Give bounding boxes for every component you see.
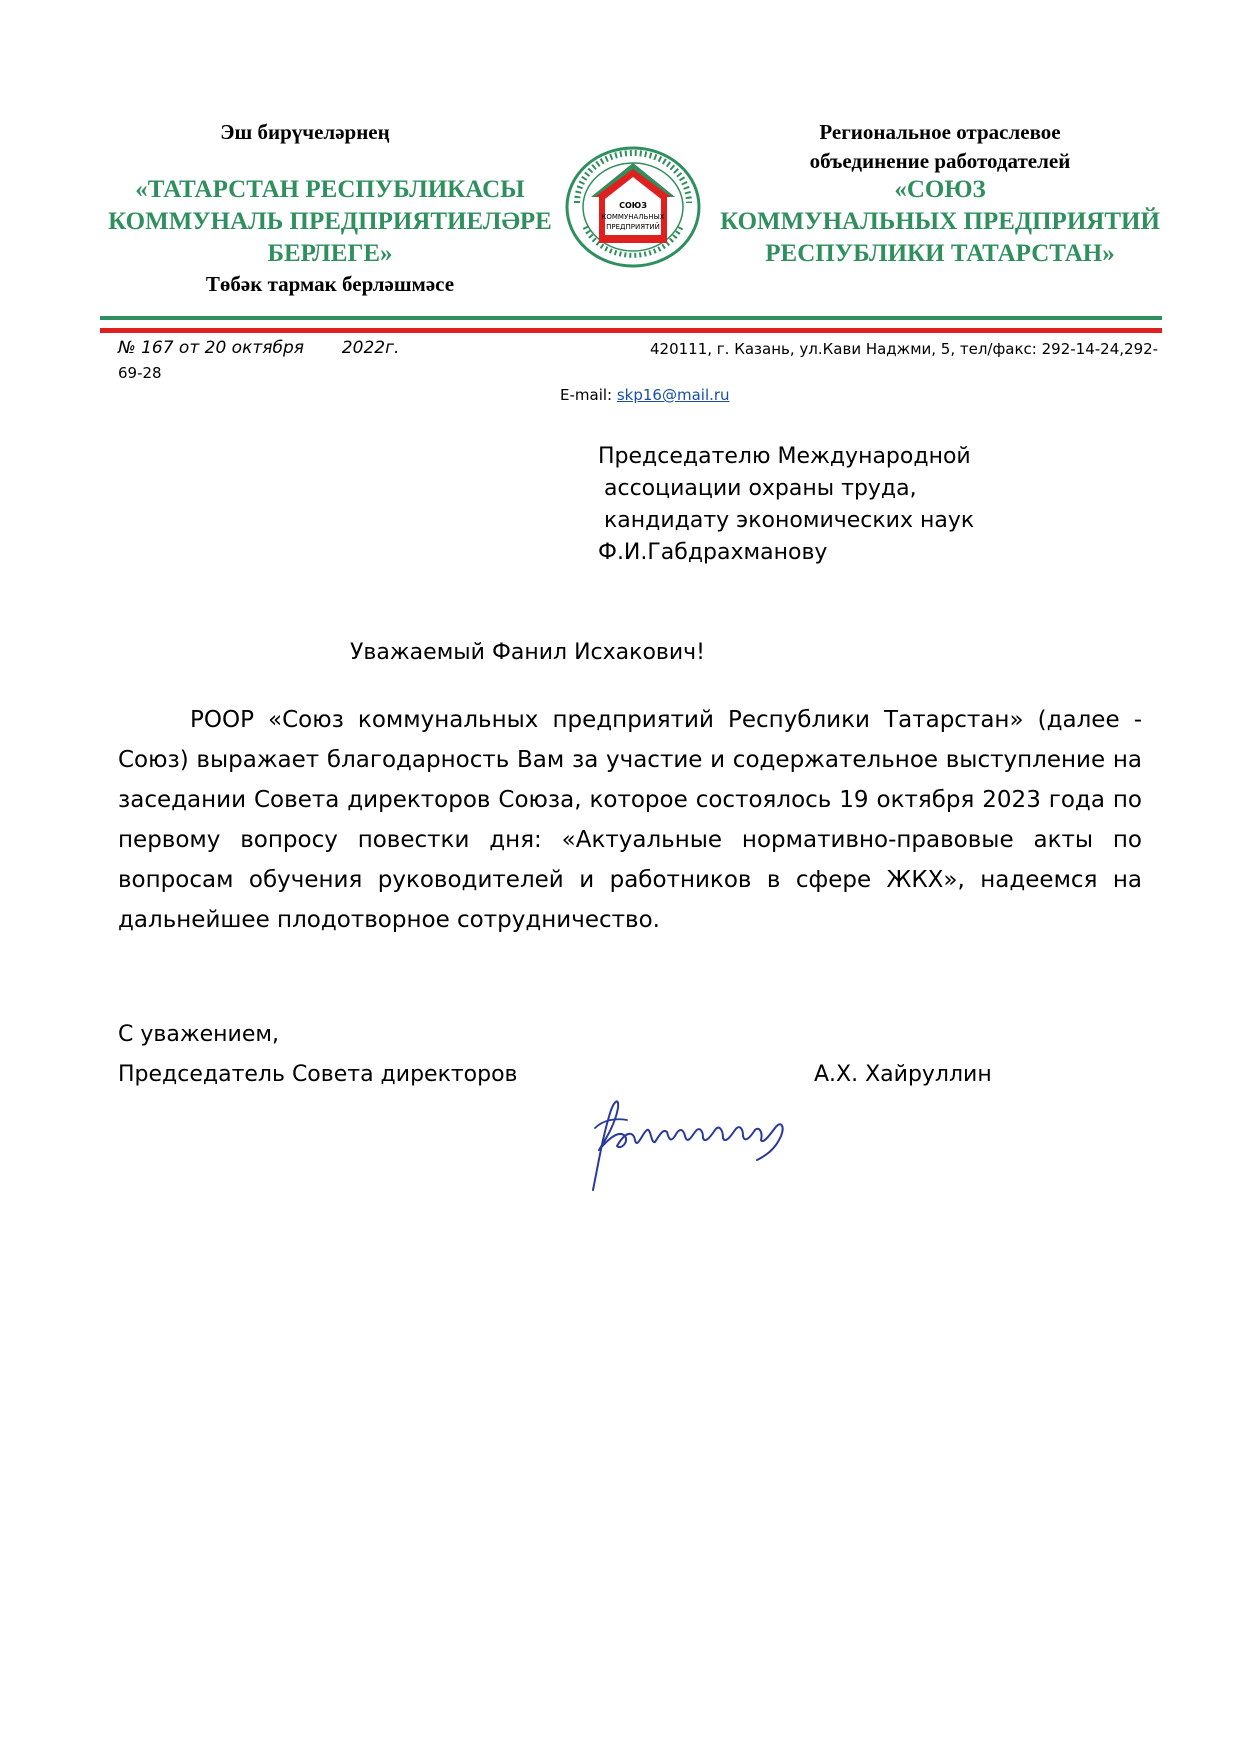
header-right-top-lines [730,120,1150,174]
header-right-org-line: КОММУНАЛЬНЫХ ПРЕДПРИЯТИЙ [720,208,1160,235]
recipient-line: Председателю Международной [598,444,971,469]
letter-reference-number: № 167 от 20 октября 2022г. [118,338,400,358]
header-left-org-name [100,174,560,270]
letter-body [118,700,1142,940]
recipient-line: кандидату экономических наук [604,508,975,533]
salutation: Уважаемый Фанил Исхакович! [350,640,705,665]
header-left-org-line: БЕРЛЕГЕ» [267,240,393,267]
email-label: E-mail: [560,386,617,404]
header-white-gap [100,323,1162,325]
sender-address-continued: 69-28 [118,364,162,382]
email-link[interactable]: skp16@mail.ru [616,386,730,404]
letter-body-text: РООР «Союз коммунальных предприятий Республики Татарстан» (далее - Союз) выражает благодарность Вам за участие и содержательное выступление на заседании Совета директоров Союза, которое состоялось 19 октября 2023 года по первому вопросу повестки дня: «Актуальные нормативно-правовые акты по вопросам обучения руководителей и работников в сфере ЖКХ», надеемся на дальнейшее плодотворное сотрудничество. [118,707,1142,933]
signatory-name: А.Х. Хайруллин [814,1062,992,1087]
header-left-org-line: «ТАТАРСТАН РЕСПУБЛИКАСЫ [135,176,525,203]
signatory-position: Председатель Совета директоров [118,1062,518,1087]
handwritten-signature [585,1080,795,1200]
sender-address: 420111, г. Казань, ул.Кави Наджми, 5, тел/факс: 292-14-24,292- [650,340,1159,358]
sender-email [560,386,730,404]
header-left-bottom-line: Төбәк тармак берләшмәсе [205,272,455,296]
seal-text-line: ПРЕДПРИЯТИЙ [606,223,660,231]
recipient-line: Ф.И.Габдрахманову [598,540,828,565]
header-green-rule [100,316,1162,320]
header-right-top-line: объединение работодателей [809,149,1071,173]
closing-regards: С уважением, [118,1022,279,1047]
header-right-org-name [700,174,1180,270]
header-left-org-line: КОММУНАЛЬ ПРЕДПРИЯТИЕЛӘРЕ [108,208,552,235]
header-right-org-line: РЕСПУБЛИКИ ТАТАРСТАН» [765,240,1115,267]
header-left-top-line: Эш бирүчеләрнең [220,120,390,144]
seal-text-line: СОЮЗ [619,201,647,210]
header-right-org-line: «СОЮЗ [894,176,986,203]
header-right-top-line: Региональное отраслевое [819,120,1061,144]
header-red-rule [100,328,1162,333]
union-seal-logo [563,145,703,270]
seal-text-line: КОММУНАЛЬНЫХ [601,213,665,221]
recipient-line: ассоциации охраны труда, [604,476,917,501]
